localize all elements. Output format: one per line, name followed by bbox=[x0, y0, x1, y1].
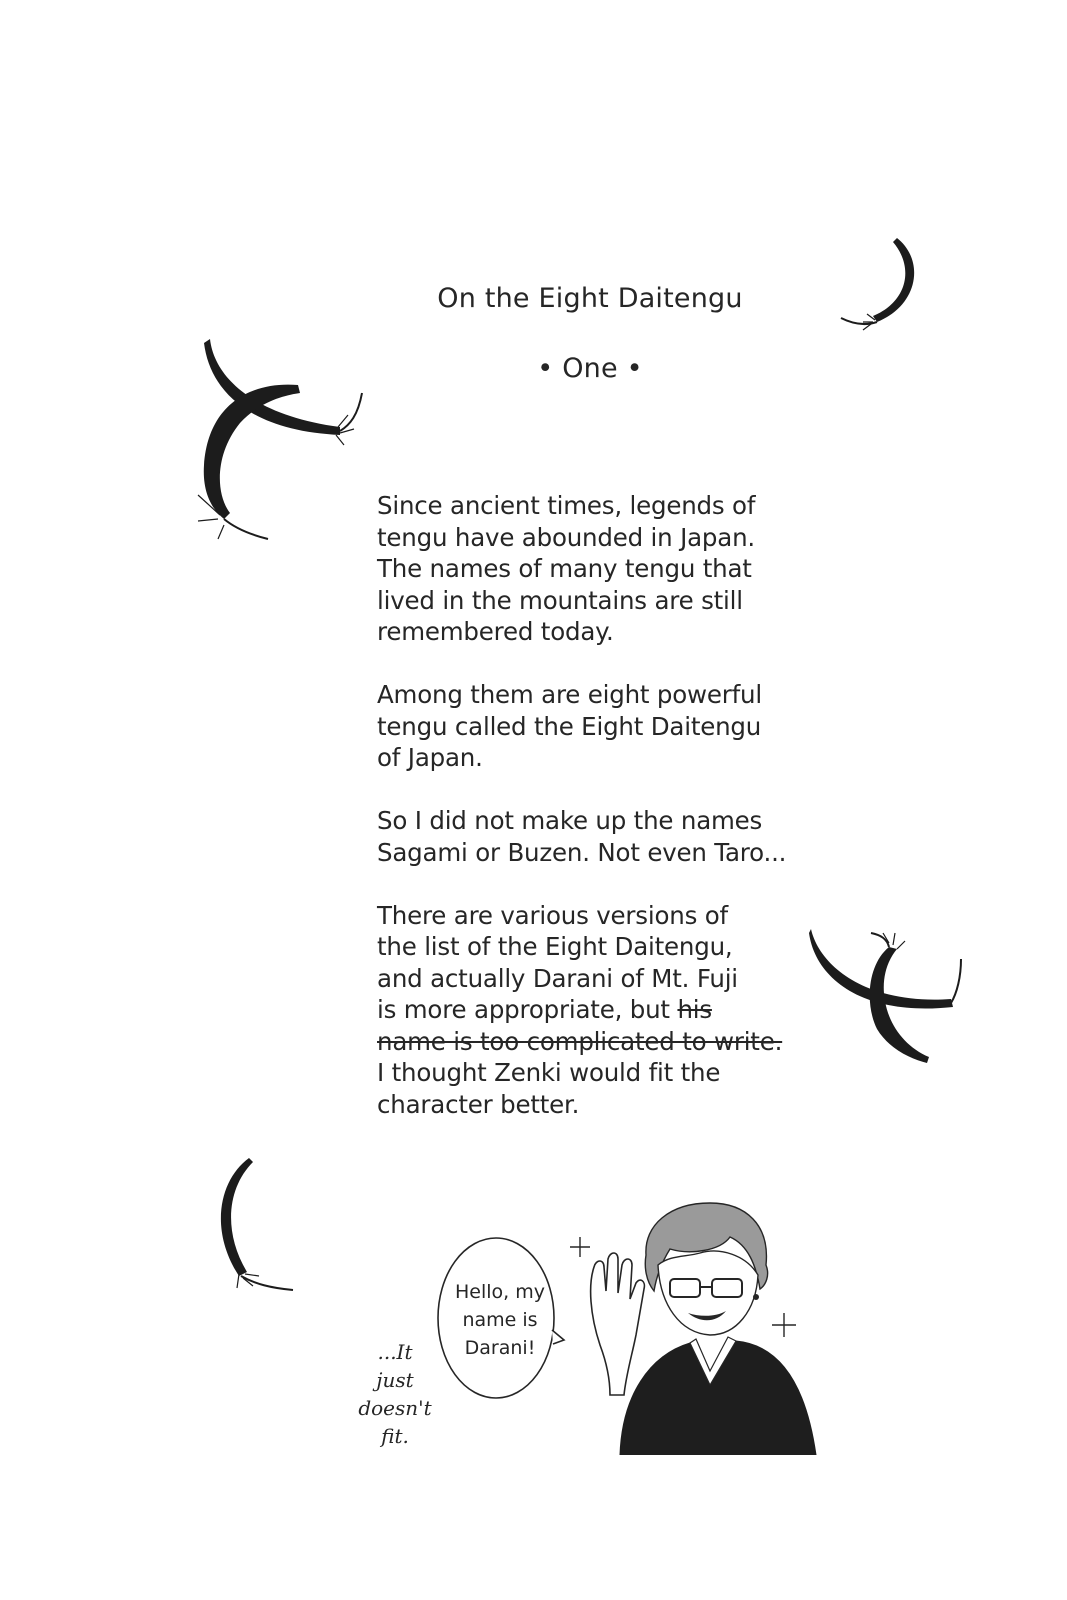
text-segment: is more appropriate, but bbox=[377, 995, 670, 1024]
speech-line: name is bbox=[462, 1309, 538, 1331]
feather-icon-top-left bbox=[190, 335, 370, 545]
text-line: the list of the Eight Daitengu, bbox=[377, 932, 733, 961]
feather-icon-top-right bbox=[835, 230, 925, 340]
body-text bbox=[377, 490, 837, 1152]
struck-text-line: name is too complicated to write. bbox=[377, 1026, 783, 1056]
text-line: So I did not make up the names bbox=[377, 806, 763, 835]
hand bbox=[591, 1253, 645, 1395]
text-line: I thought Zenki would fit the bbox=[377, 1058, 721, 1087]
character-illustration bbox=[560, 1195, 830, 1455]
aside-comment bbox=[345, 1338, 445, 1450]
speech-bubble-text bbox=[440, 1278, 560, 1362]
text-line: tengu have abounded in Japan. bbox=[377, 522, 755, 552]
text-line: Since ancient times, legends of bbox=[377, 491, 756, 520]
page-title: On the Eight Daitengu bbox=[437, 283, 743, 314]
paragraph-4 bbox=[377, 900, 837, 1121]
text-line: There are various versions of bbox=[377, 900, 728, 930]
struck-text: his bbox=[677, 995, 712, 1024]
text-line: character better. bbox=[377, 1089, 580, 1119]
text-line: of Japan. bbox=[377, 743, 483, 772]
aside-line: ...It bbox=[377, 1340, 413, 1364]
text-line: Among them are eight powerful bbox=[377, 680, 762, 709]
paragraph-3 bbox=[377, 805, 837, 868]
speech-line: Hello, my bbox=[455, 1281, 545, 1303]
text-line: and actually Darani of Mt. Fuji bbox=[377, 963, 738, 993]
text-line: tengu called the Eight Daitengu bbox=[377, 711, 762, 741]
text-line: Sagami or Buzen. Not even Taro... bbox=[377, 837, 787, 867]
aside-line: doesn't bbox=[358, 1396, 432, 1420]
chapter-marker: • One • bbox=[537, 353, 643, 384]
text-line: lived in the mountains are still bbox=[377, 585, 743, 615]
feather-icon-right bbox=[805, 925, 965, 1070]
text-line bbox=[377, 994, 837, 1026]
aside-line: just bbox=[376, 1368, 414, 1392]
feather-icon-bottom-left bbox=[205, 1150, 300, 1300]
aside-line: fit. bbox=[381, 1424, 409, 1448]
paragraph-1 bbox=[377, 490, 837, 648]
paragraph-2 bbox=[377, 679, 837, 774]
text-line: The names of many tengu that bbox=[377, 554, 752, 583]
speech-line: Darani! bbox=[464, 1337, 536, 1359]
text-line: remembered today. bbox=[377, 617, 614, 646]
